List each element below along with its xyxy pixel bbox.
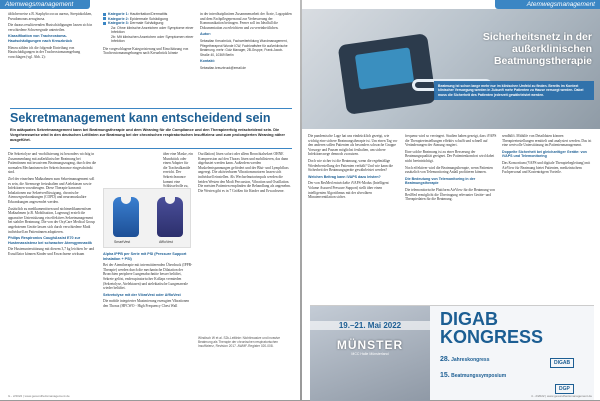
paragraph: Eine solche Beatmung ist zu einer Besserung der Beatmungsqualität geeignet. Der Patientenkomfort wird dabei nicht beeinträchtigt. <box>405 149 495 163</box>
sub-item: 2a: Ohne klinische Anzeichen oder Symptome einer Infektion <box>111 25 194 34</box>
paragraph: über eine Maske, ein Mundstück oder einen Adapter für die Trachealkanüle erreicht. Der Sekretclearance kommt eine Schlüsselrolle zu, <box>163 152 193 189</box>
paragraph: Noch effektiver wird die Beatmungstherapie, wenn Patienten zusätzlich von Telemonitoring Anlaß profitieren können. <box>405 165 493 175</box>
kongress-advertisement[interactable] <box>310 305 594 400</box>
section-tab: Atemwegsmanagement <box>495 0 600 9</box>
ad-item: 28. Jahreskongress <box>440 356 490 363</box>
author-label: Autor: <box>200 32 212 37</box>
paragraph: Das Konsortium (VAPS und digitale Therapiebegleitung) mit AirView für Beatmung bietet Patienten, medizinischem Fachpersonal und Kostenträgern Vorteile. <box>502 160 591 175</box>
page-footer: G - 2/2022 | www.gesundheitsmanagement.de <box>8 394 70 398</box>
subheading: Philips Respironics CoughAssist E70 zur Hustenassistenz bei schwacher Atemgymnastik <box>8 236 92 245</box>
body-column-3 <box>502 134 594 304</box>
left-page <box>0 0 300 400</box>
paragraph: frequenz wird so verringert. Studien haben gezeigt, dass iVAPS die Therapieeinstellungen effektiv schafft und schnell auf Veränderungen der Atmung reagiert. <box>405 134 497 148</box>
bullet-icon <box>103 17 106 20</box>
vest-label: SmartVest <box>114 240 131 244</box>
smartvest-image <box>113 197 139 237</box>
divider <box>10 108 292 109</box>
body-column-1 <box>308 134 400 304</box>
bullet-icon <box>103 13 106 16</box>
paragraph: Die Sekretolyse und -mobilisierung ist besonders wichtig in Zusammenhang mit außerklinischer Beatmung bei Patientinnen mit invasivem Beatmungszugang, durch den die normalen Mechanismen der Sekretclearance eingeschränkt sind. <box>8 152 97 175</box>
body-column-3 <box>198 152 292 332</box>
article-headline: Sicherheitsnetz in der außerklinischen Beatmungstherapie <box>482 31 592 67</box>
subheading: Alpha IPPB per Serie mit PSI (Pressure Support Inhalation + PSI) <box>103 252 187 261</box>
list-item: Kategorie 2: Epidermale Schädigung <box>103 17 195 22</box>
paragraph: Die daraus resultierenden Hustschädigungen lassen sich in verschiedene Schweregrade unterteilen. <box>8 23 93 32</box>
list-item: Kategorie 1: Hautirritation/Dermatitis <box>103 12 195 17</box>
paragraph: Oszillation) lösen sofort oder allem Bronchialsekret OHNE Kompression auf den Thorax lösen und mobilisieren, das dann abgehustet werden kann. Außerdem werden Muskelentspannungen gefördert und der Blut- und Lymphfluss angeregt. Die aktivierbaren Vibrationsmotoren lassen sich individuell einstellen. Als Wechselmotorimpuls werden die beiden Westen den Modi Percussion, Vibration und Oszillation. Die meisten Patienten empfinden die Behandlung als angenehm. Die Westen gibt es in 7 Größen für Kinder und Erwachsene. <box>198 152 291 193</box>
page-footer: 4 - 2/2022 | www.gesundheitsmanagement.de <box>531 394 592 398</box>
bullet-icon <box>103 22 106 25</box>
ad-brand: DIGAB <box>440 309 498 329</box>
paragraph: Die Hustenunterstützung mit diesem 3,7 kg leichten In- und Exsufflator können Kinder und Erwachsene wirksam <box>8 247 95 256</box>
digab-logo: DIGAB <box>550 358 574 368</box>
body-column-2 <box>103 252 193 342</box>
event-date: 19.–21. Mai 2022 <box>310 321 430 330</box>
list-item: Kategorie 3: Dermale Schädigung <box>103 21 195 26</box>
top-column-3 <box>200 12 292 102</box>
event-city: MÜNSTER <box>336 338 404 352</box>
kategorien-list <box>103 12 195 56</box>
paragraph: Doch wie sicher ist die Beatmung, wenn die regelmäßige Wiederherstellung der Patienten verhält? Und wie kann die Sicherheit der Beatmungsgeräte gewährleistet werden? <box>308 158 393 173</box>
vest-label: AffloVest <box>159 240 173 244</box>
ad-item: 15. Beatmungssymposium <box>440 372 507 379</box>
paragraph: Zusätzlich zu medikamentösen und nichtmedikamentösen Maßnahmen (z.B. Mobilisation, Lagerung) erzielt die apparative Unterstützung ein effektives Sekretmanagement bei stabiler Beatmung. Die von der OxyCare Medical Group angebotenen Geräte lassen sich durch verschiedene Modi individuell an Patientinnen adaptieren. <box>8 206 95 234</box>
city-photo <box>310 306 430 401</box>
ad-brand-sub: KONGRESS <box>440 327 544 347</box>
paragraph: Die pandemische Lage hat uns eindrücklich gezeigt, wie wichtig eine sichere Beatmungstherapie ist. Um einen Tag vor den anderen sollen Patienten als besonders schwache Gruppe Vorsorge und Pausen möglichst festhalten, um sichere Infektionswege dennoch zu nutzen. <box>308 134 398 157</box>
event-venue: MCC Halle Münsterland <box>351 352 389 356</box>
dgp-logo: DGP <box>555 384 574 394</box>
hero-photo <box>302 9 600 129</box>
paragraph: sendhilft. Mithilfe von Detaildaten können Therapieeinstellungen ermittelt und analysiert werden. Das ist eine wertvolle Unterstützung im Patientenmanagement. <box>502 134 592 148</box>
paragraph: Der von ResMed entwickelte iVAPS-Modus (Intelligent Volume Assured Pressure Support) stellt über einen intelligenten Algorithmus mit der alveolären Minutenventilation sicher. <box>308 181 389 200</box>
paragraph: Die mobile integrierter Maximierung erzeugten Vibrationen den Thorax (HFCWO - High Frequency Chest Wall <box>103 299 190 308</box>
footnote: Windisch W et al. S2k-Leitlinie: Nichtinvasive und invasive Beatmung als Therapie der chronischen respiratorischen Insuffizienz, Revision 2017. AWMF-Register 020-008. <box>198 336 281 348</box>
subheading: Sekretolyse mit der VibraVest oder AffloVest <box>103 292 181 297</box>
paragraph: Die telemonitorische Plattform AirView für die Beatmung von ResMed ermöglicht die Übertragung relevanter Geräte- und Therapiedaten für die Beatmung. <box>405 187 495 202</box>
article-headline: Sekretmanagement kann entscheidend sein <box>10 111 271 125</box>
right-page <box>302 0 600 400</box>
subheading: Welchen Beitrag kann iVAPS dazu leisten? <box>308 174 381 179</box>
contact-text: Sebastian.kreuzbruck@email.de <box>200 65 246 70</box>
divider <box>10 148 292 149</box>
paragraph: Hierzu zählen ich die folgende Einteilung von Hautschädigungen in der Tracheostomaumgebung vorschlagen (vgl. Abb. 2): <box>8 45 81 59</box>
top-column-1 <box>8 12 96 102</box>
paragraph: in der interdisziplinären Zusammenarbeit der Ärzte, Logopäden und dem Fachpflegepersonal zur Verbesserung der Kommunikation beitragen. Ferner soll im Idealfall die Dokumentation zu erleichtern und zu vereinheitlichen. <box>200 12 292 30</box>
paragraph: Ziel der einzelnen Maßnahmen zum Sekretmanagement soll es sein, die Atemwege freizuhalten und Atelektasen sowie Infektionen vorzubeugen. Diese Therapie kann mit Inhalationen zur Sekretverflüssigung, chronische Atemwegserkrankungen (COPD) und neuromuskuläre Erkrankungen angewendet werden. <box>8 176 95 204</box>
article-intro: Beatmung ist schon lange mehr nur im klinischen Umfeld zu finden. Bereits im Kontext klinischer Versorgung werden in Zukunft mehr Patienten zu Hause versorgt werden. Dabei muss die Sicherheit des Patienten jederzeit gewährleistet werden. <box>434 81 594 100</box>
sub-item: 2b: Mit klinischen Anzeichen oder Symptomen einer Infektion <box>111 34 194 43</box>
vest-image <box>103 188 191 248</box>
paragraph: Die vorgeschlagene Kategorisierung und Einschätzung von Tracheostomaumgebungen nach Kreuzbrück könnte <box>103 46 189 55</box>
section-tab: Atemwegsmanagement <box>0 0 90 9</box>
mid-column-top <box>163 152 193 187</box>
paragraph: Bei der Atemtherapie mit intermittierenden Überdruck (IPPB-Therapie) werden durch die mechanische Dilatation der Bronchien periphere Lungenabschnitte besser belüftet, Sekrete gelöst, endexspiratorischer Kollaps vermieden (Sekretolyse, Atelektasen) und atelektatische Lungenareale wieder belüftet. <box>103 263 193 291</box>
contact-label: Kontakt: <box>200 59 215 64</box>
paragraph: üblicherweise z.B. Staphylococcus aureus, Streptokokken, Pseudomonas aeruginosa. <box>8 12 93 21</box>
body-column-2 <box>405 134 497 304</box>
author-text: Sebastian Kreuzbrück, Fachweiterbildung Wundmanagement, Pflegetherapeut Wunde ICW, Fachkraftsfee für außerklinische Beatmung. mehr: Golz Manager, 2B-Gruppe, Frank-Jacob-Straße 40, 10369 Berlin <box>200 38 288 57</box>
subheading: Doppelte Sicherheit bei gleichzeitiger Geräte: von iVAPS und Telemonitoring <box>502 149 587 159</box>
subheading: Die Bedeutung von Telemonitoring in der Beatmungstherapie <box>405 176 476 186</box>
body-column-1 <box>8 152 98 342</box>
subheading: Klassifikation von Tracheostoma-Hautschädigungen nach Kreuzbrück <box>8 34 73 43</box>
article-intro: Ein adäquates Sekretmanagement kann bei Beatmungstherapie und dem Weaning für die Compliance und den Therapieerfolg entscheidend sein. Die Vorgehensweise wird in den deutschen Leitlinien zur Beatmung bei der chronischen respiratorischen Insuffizienz und zum prolongierten Weaning näher ausgeführt. <box>10 128 285 142</box>
afflovest-image <box>157 197 183 237</box>
